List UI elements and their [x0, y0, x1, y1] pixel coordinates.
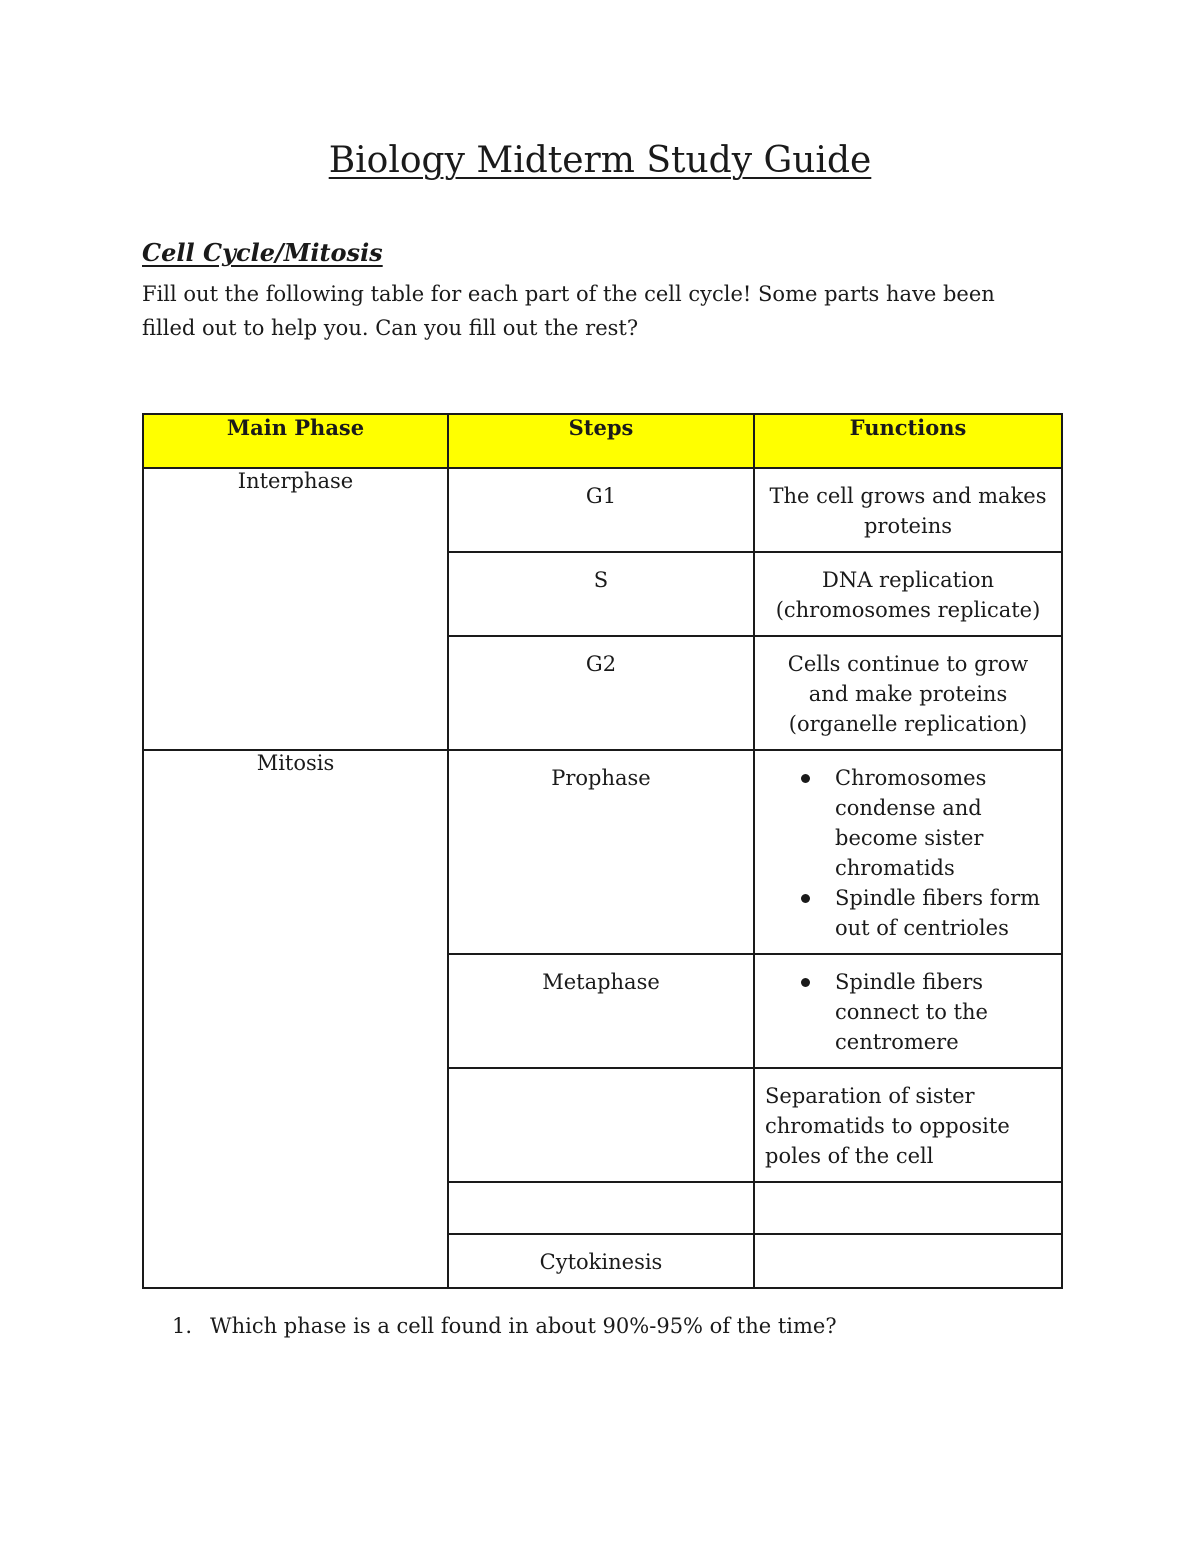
function-line: connect to the [835, 1000, 988, 1024]
function-bullet-list [755, 751, 1061, 953]
intro-line-2: filled out to help you. Can you fill out the rest? [142, 316, 639, 340]
step-label: Cytokinesis [539, 1250, 663, 1274]
function-line: Spindle fibers form [835, 886, 1041, 910]
function-cell [754, 552, 1062, 636]
step-cell [448, 552, 754, 636]
main-phase-interphase [143, 468, 448, 750]
section-intro [142, 277, 1042, 345]
bullet-item [799, 883, 1053, 943]
main-phase-label: Mitosis [256, 751, 335, 775]
function-line: (chromosomes replicate) [775, 598, 1041, 622]
bullet-icon [801, 894, 810, 903]
header-main-phase: Main Phase [143, 414, 448, 468]
step-cell-blank[interactable] [448, 1182, 754, 1234]
function-line: and make proteins [808, 682, 1008, 706]
bullet-item [799, 763, 1053, 883]
header-functions: Functions [754, 414, 1062, 468]
step-cell [448, 954, 754, 1068]
bullet-item [799, 967, 1053, 1057]
bullet-icon [801, 774, 810, 783]
function-cell [754, 750, 1062, 954]
function-text [755, 1069, 1061, 1181]
function-text [755, 469, 1061, 551]
function-line: chromatids to opposite [765, 1114, 1010, 1138]
table-row [143, 750, 1062, 954]
function-cell-blank[interactable] [754, 1234, 1062, 1288]
function-line: (organelle replication) [788, 712, 1028, 736]
function-line: Spindle fibers [835, 970, 984, 994]
function-line: out of centrioles [835, 916, 1009, 940]
step-label: S [593, 568, 609, 592]
function-line: DNA replication [822, 568, 994, 592]
step-cell [448, 468, 754, 552]
question-item [172, 1314, 837, 1338]
function-bullet-list [755, 955, 1061, 1067]
function-cell-blank[interactable] [754, 1182, 1062, 1234]
question-text: Which phase is a cell found in about 90%-95% of the time? [210, 1314, 837, 1338]
function-cell [754, 468, 1062, 552]
function-line: Separation of sister [765, 1084, 975, 1108]
function-text [755, 553, 1061, 635]
function-line: chromatids [835, 856, 955, 880]
function-cell [754, 954, 1062, 1068]
main-phase-label: Interphase [237, 469, 354, 493]
bullet-icon [801, 978, 810, 987]
step-cell [448, 750, 754, 954]
function-line: The cell grows and makes [769, 484, 1047, 508]
main-phase-mitosis [143, 750, 448, 1288]
step-label: Metaphase [542, 970, 660, 994]
intro-line-1: Fill out the following table for each part of the cell cycle! Some parts have been [142, 282, 995, 306]
function-text [755, 637, 1061, 749]
function-line: become sister [835, 826, 984, 850]
header-steps: Steps [448, 414, 754, 468]
step-label [449, 1069, 753, 1091]
function-line: Chromosomes [835, 766, 987, 790]
function-line: proteins [863, 514, 952, 538]
function-line: poles of the cell [765, 1144, 934, 1168]
function-text [755, 1183, 1061, 1205]
function-line: condense and [835, 796, 982, 820]
step-cell-blank[interactable] [448, 1068, 754, 1182]
step-label: G1 [585, 484, 617, 508]
step-label [449, 1183, 753, 1205]
function-text [755, 1235, 1061, 1257]
function-line: Cells continue to grow [787, 652, 1029, 676]
step-cell [448, 1234, 754, 1288]
step-label: Prophase [551, 766, 651, 790]
table-header-row [143, 414, 1062, 468]
function-line: centromere [835, 1030, 959, 1054]
function-cell [754, 636, 1062, 750]
step-label: G2 [585, 652, 617, 676]
step-cell [448, 636, 754, 750]
cell-cycle-table [142, 413, 1063, 1289]
document-title: Biology Midterm Study Guide [328, 140, 872, 181]
question-number: 1. [172, 1314, 193, 1338]
function-cell [754, 1068, 1062, 1182]
table-row [143, 468, 1062, 552]
section-heading: Cell Cycle/Mitosis [142, 238, 383, 267]
